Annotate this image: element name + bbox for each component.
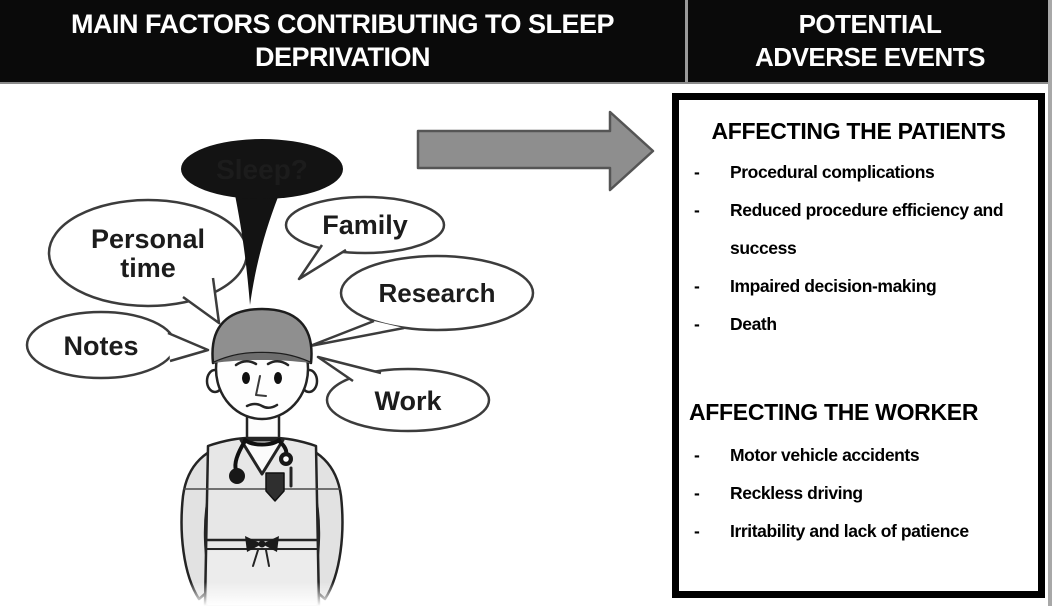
bubble-family-label: Family xyxy=(322,210,408,240)
list-item-text: Death xyxy=(730,314,777,334)
bubble-notes-label: Notes xyxy=(63,331,139,361)
bubble-sleep-label: Sleep? xyxy=(216,154,308,185)
list-item-text: Reduced procedure efficiency and success xyxy=(730,200,1004,258)
header-right-line1: POTENTIAL xyxy=(798,9,942,39)
list-item xyxy=(686,267,1031,305)
sketch-fade xyxy=(150,582,390,606)
worker-section-title: AFFECTING THE WORKER xyxy=(689,399,979,425)
dash-bullet: - xyxy=(694,162,700,182)
header-left-title: MAIN FACTORS CONTRIBUTING TO SLEEP DEPRIVATION xyxy=(70,9,615,72)
list-item-text: Impaired decision-making xyxy=(730,276,937,296)
right-arrow-icon xyxy=(418,112,653,190)
dash-bullet: - xyxy=(694,521,700,541)
list-item xyxy=(686,512,1031,550)
patients-section-title: AFFECTING THE PATIENTS xyxy=(711,118,1006,144)
list-item-text: Motor vehicle accidents xyxy=(730,445,920,465)
eye-right xyxy=(274,372,282,384)
list-item xyxy=(686,153,1031,191)
list-item xyxy=(686,305,1031,343)
bubble-research-label: Research xyxy=(378,278,496,308)
scan-edge xyxy=(1048,0,1052,606)
list-item-text: Reckless driving xyxy=(730,483,863,503)
bubble-research xyxy=(310,256,533,346)
adverse-events-content xyxy=(679,118,1038,550)
bubble-personal-line1: Personal xyxy=(90,224,206,254)
patients-list xyxy=(686,153,1031,343)
dash-bullet: - xyxy=(694,483,700,503)
list-item xyxy=(686,191,1031,267)
list-item-text: Irritability and lack of patience xyxy=(730,521,969,541)
bubble-work-label: Work xyxy=(374,386,442,416)
dash-bullet: - xyxy=(694,200,700,220)
sleep-factors-illustration xyxy=(0,84,672,606)
adverse-events-box xyxy=(672,93,1045,598)
eye-left xyxy=(242,372,250,384)
bubble-notes xyxy=(27,312,208,378)
header-adverse-events xyxy=(688,0,1052,82)
bubble-personal-line2: time xyxy=(120,253,176,283)
list-item xyxy=(686,436,1031,474)
header-right-line2: ADVERSE EVENTS xyxy=(755,42,985,72)
list-item-text: Procedural complications xyxy=(730,162,935,182)
bubble-work xyxy=(318,357,489,431)
header-bar xyxy=(0,0,1052,84)
dash-bullet: - xyxy=(694,445,700,465)
header-main-factors xyxy=(0,0,685,82)
dash-bullet: - xyxy=(694,314,700,334)
header-right-title xyxy=(755,8,985,74)
bubble-personal-time xyxy=(49,200,247,323)
worker-list xyxy=(686,436,1031,550)
dash-bullet: - xyxy=(694,276,700,296)
list-item xyxy=(686,474,1031,512)
